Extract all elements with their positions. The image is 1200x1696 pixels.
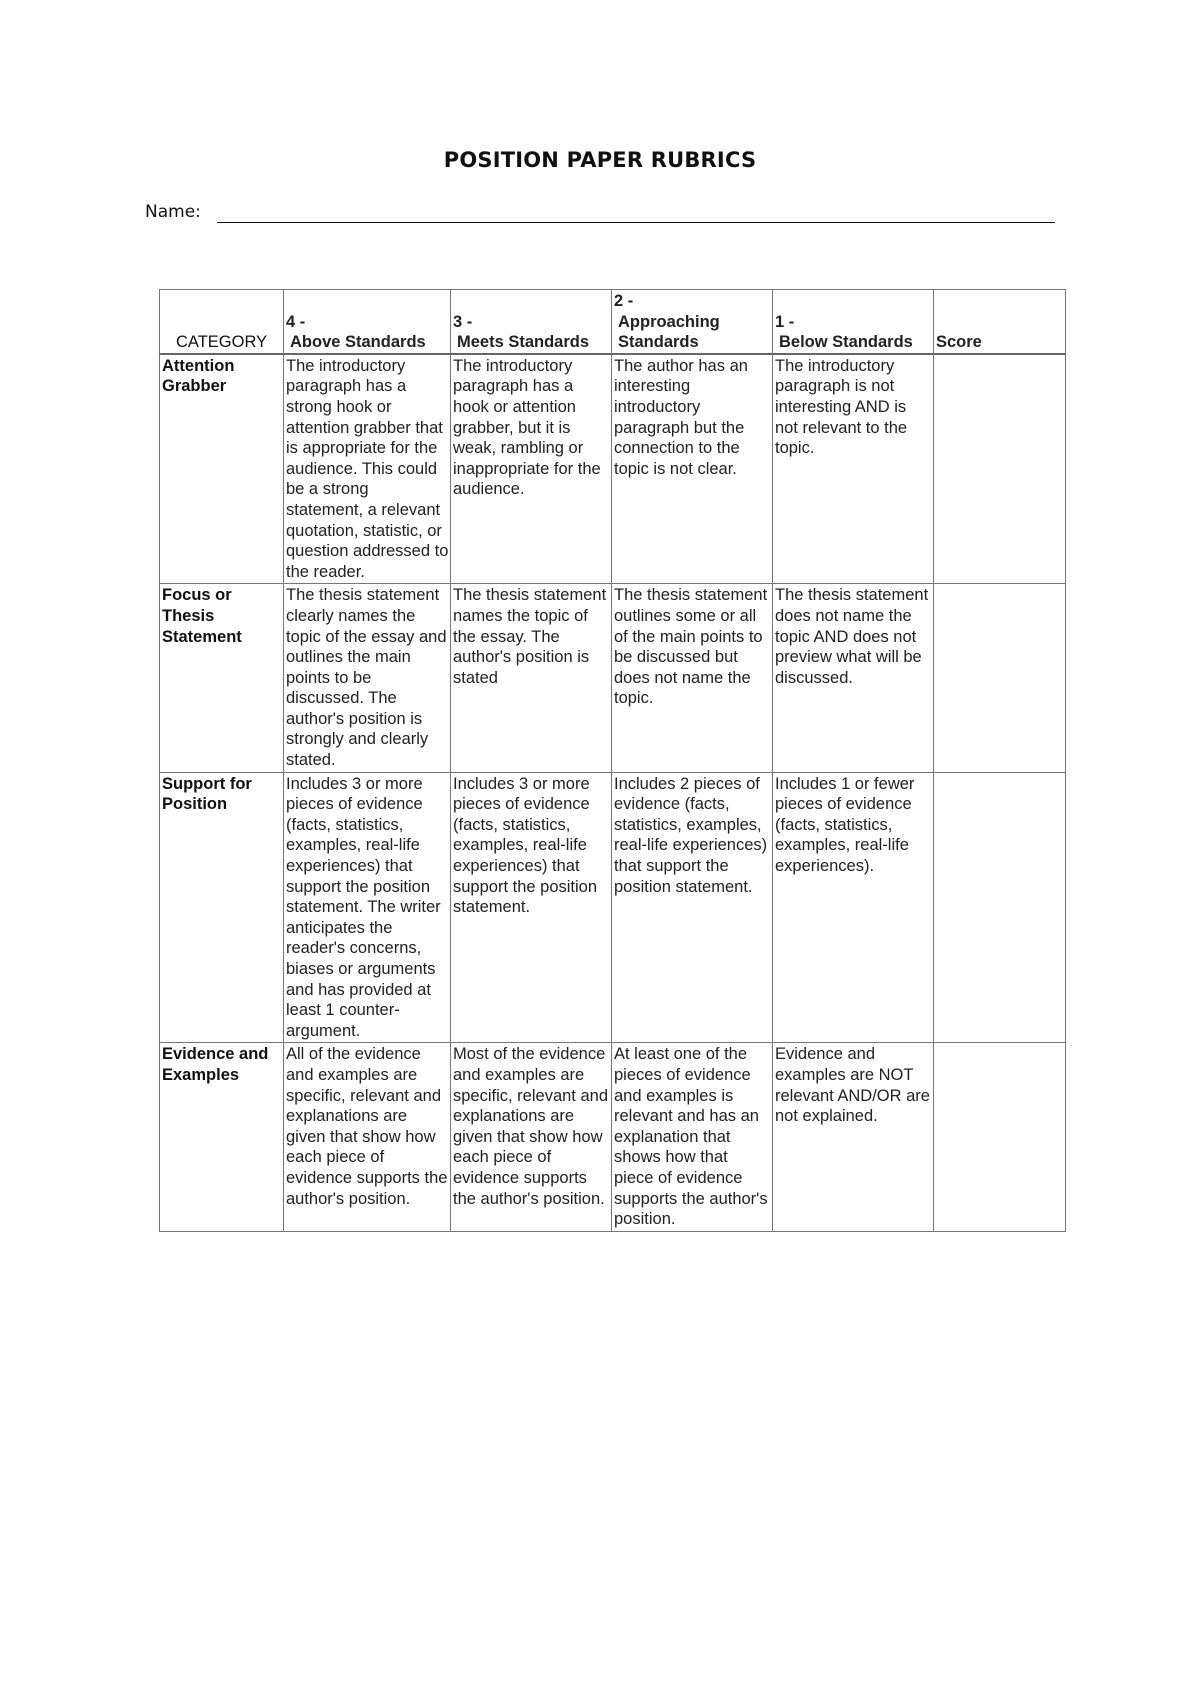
name-field-line[interactable] — [217, 222, 1055, 223]
table-cell: The thesis statement names the topic of the essay. The author's position is stated — [451, 584, 612, 772]
name-label: Name: — [145, 202, 201, 222]
table-cell: At least one of the pieces of evidence and examples is relevant and has an explanation that shows how that piece of evidence supports the author's position. — [612, 1043, 773, 1231]
table-cell: The introductory paragraph has a hook or attention grabber, but it is weak, rambling or inappropriate for the audience. — [451, 354, 612, 584]
header-approaching-standards: 2 - Approaching Standards — [612, 290, 773, 354]
score-cell[interactable] — [934, 584, 1066, 772]
table-cell: Includes 3 or more pieces of evidence (facts, statistics, examples, real-life experiences) that support the position statement. — [451, 772, 612, 1043]
table-cell: The thesis statement outlines some or all of the main points to be discussed but does not name the topic. — [612, 584, 773, 772]
rubric-table — [159, 289, 1066, 1232]
row-category: Support for Position — [160, 772, 284, 1043]
document-title: POSITION PAPER RUBRICS — [443, 148, 757, 172]
name-row — [145, 202, 1055, 226]
table-cell: Most of the evidence and examples are specific, relevant and explanations are given that show how each piece of evidence supports the author's position. — [451, 1043, 612, 1231]
header-category: CATEGORY — [160, 290, 284, 354]
score-cell[interactable] — [934, 772, 1066, 1043]
header-meets-standards: 3 - Meets Standards — [451, 290, 612, 354]
table-cell: Evidence and examples are NOT relevant AND/OR are not explained. — [773, 1043, 934, 1231]
table-cell: Includes 2 pieces of evidence (facts, statistics, examples, real-life experiences) that support the position statement. — [612, 772, 773, 1043]
header-row — [160, 290, 1066, 354]
table-row — [160, 1043, 1066, 1231]
table-row — [160, 772, 1066, 1043]
table-cell: All of the evidence and examples are specific, relevant and explanations are given that show how each piece of evidence supports the author's position. — [284, 1043, 451, 1231]
table-cell: Includes 1 or fewer pieces of evidence (facts, statistics, examples, real-life experiences). — [773, 772, 934, 1043]
table-cell: The introductory paragraph is not interesting AND is not relevant to the topic. — [773, 354, 934, 584]
score-cell[interactable] — [934, 1043, 1066, 1231]
table-cell: The thesis statement does not name the topic AND does not preview what will be discussed. — [773, 584, 934, 772]
row-category: Evidence and Examples — [160, 1043, 284, 1231]
table-cell: Includes 3 or more pieces of evidence (facts, statistics, examples, real-life experiences) that support the position statement. The writer anticipates the reader's concerns, biases or arguments and has provided at least 1 counter-argument. — [284, 772, 451, 1043]
table-cell: The author has an interesting introductory paragraph but the connection to the topic is not clear. — [612, 354, 773, 584]
row-category: Attention Grabber — [160, 354, 284, 584]
table-row — [160, 584, 1066, 772]
table-cell: The introductory paragraph has a strong hook or attention grabber that is appropriate for the audience. This could be a strong statement, a relevant quotation, statistic, or question addressed to the reader. — [284, 354, 451, 584]
row-category: Focus or Thesis Statement — [160, 584, 284, 772]
table-row — [160, 354, 1066, 584]
header-below-standards: 1 - Below Standards — [773, 290, 934, 354]
header-score: Score — [934, 290, 1066, 354]
header-above-standards: 4 - Above Standards — [284, 290, 451, 354]
table-cell: The thesis statement clearly names the topic of the essay and outlines the main points to be discussed. The author's position is strongly and clearly stated. — [284, 584, 451, 772]
score-cell[interactable] — [934, 354, 1066, 584]
